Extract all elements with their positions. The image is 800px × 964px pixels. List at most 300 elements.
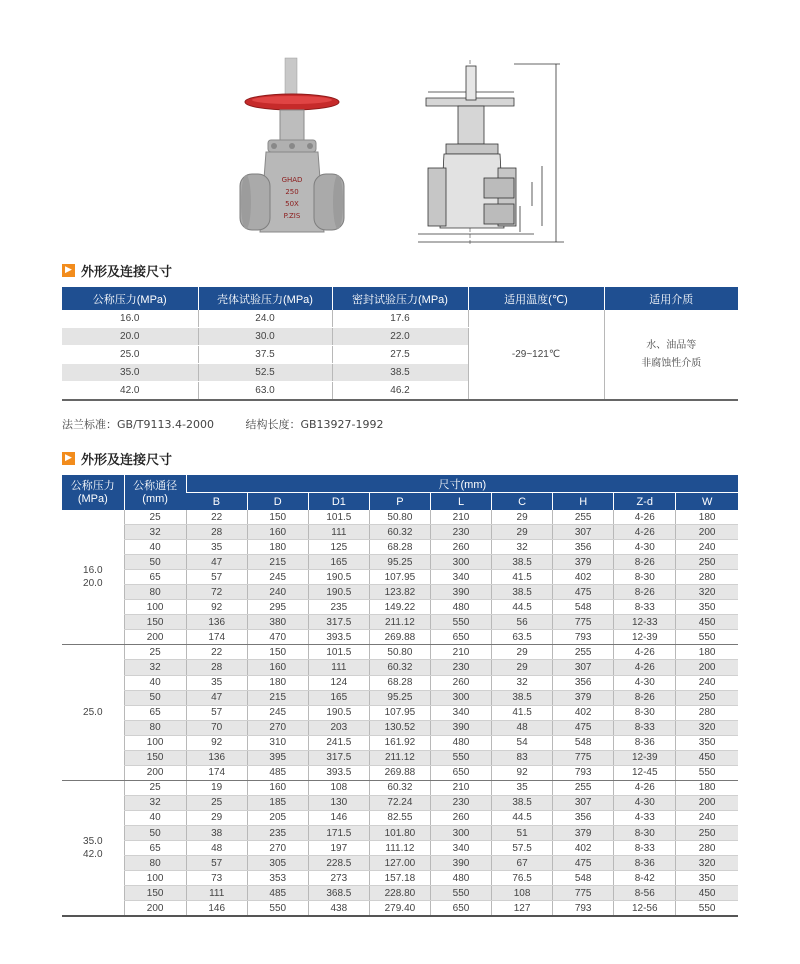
dimension-cell: 650 xyxy=(430,765,491,780)
dimension-cell: 350 xyxy=(676,735,738,750)
table-row xyxy=(62,765,738,780)
standards-line xyxy=(62,416,411,432)
dimension-cell: 127 xyxy=(492,901,553,917)
nominal-diameter-cell: 100 xyxy=(124,871,186,886)
header-nominal-pressure: 公称压力(MPa) xyxy=(62,287,198,310)
dimension-cell: 180 xyxy=(676,645,738,660)
dimension-cell: 171.5 xyxy=(308,825,369,840)
header-col-c: C xyxy=(492,493,553,511)
dimension-cell: 203 xyxy=(308,720,369,735)
dimension-cell: 63.5 xyxy=(492,630,553,645)
dimension-cell: 438 xyxy=(308,901,369,917)
table-row xyxy=(62,825,738,840)
header-nominal-diameter xyxy=(124,475,186,510)
dimension-cell: 255 xyxy=(553,510,614,525)
nominal-diameter-cell: 50 xyxy=(124,690,186,705)
dimension-cell: 190.5 xyxy=(308,585,369,600)
dimension-cell: 215 xyxy=(247,690,308,705)
header-pressure-line-1: 公称压力 xyxy=(70,479,115,492)
dimension-cell: 29 xyxy=(492,510,553,525)
dimension-cell: 35 xyxy=(492,780,553,795)
dimension-cell: 12-45 xyxy=(614,765,676,780)
dimension-cell: 402 xyxy=(553,705,614,720)
dimension-cell: 41.5 xyxy=(492,705,553,720)
dimension-cell: 395 xyxy=(247,750,308,765)
header-dn-line-1: 公称通径 xyxy=(133,479,178,492)
dimension-cell: 8-42 xyxy=(614,871,676,886)
nominal-diameter-cell: 80 xyxy=(124,585,186,600)
dimension-cell: 111 xyxy=(186,886,247,901)
dimension-cell: 70 xyxy=(186,720,247,735)
table-cell: 27.5 xyxy=(332,346,468,364)
dimension-cell: 108 xyxy=(492,886,553,901)
dimension-cell: 548 xyxy=(553,871,614,886)
dimension-cell: 146 xyxy=(186,901,247,917)
header-medium: 适用介质 xyxy=(604,287,738,310)
dimension-cell: 550 xyxy=(430,750,491,765)
dimension-cell: 4-30 xyxy=(614,675,676,690)
header-col-w: W xyxy=(676,493,738,511)
dimension-cell: 73 xyxy=(186,871,247,886)
dimension-cell: 174 xyxy=(186,765,247,780)
header-col-d1: D1 xyxy=(308,493,369,511)
dimension-cell: 295 xyxy=(247,600,308,615)
dimension-cell: 793 xyxy=(553,765,614,780)
dimension-cell: 300 xyxy=(430,825,491,840)
dimension-cell: 4-30 xyxy=(614,540,676,555)
dimension-cell: 353 xyxy=(247,871,308,886)
dimension-cell: 390 xyxy=(430,856,491,871)
dimension-cell: 550 xyxy=(430,615,491,630)
header-temperature: 适用温度(℃) xyxy=(468,287,604,310)
dimension-cell: 200 xyxy=(676,525,738,540)
header-col-p: P xyxy=(369,493,430,511)
dimension-cell: 240 xyxy=(247,585,308,600)
dimension-cell: 38.5 xyxy=(492,555,553,570)
dimension-cell: 56 xyxy=(492,615,553,630)
dimension-cell: 475 xyxy=(553,720,614,735)
nominal-diameter-cell: 65 xyxy=(124,570,186,585)
nominal-diameter-cell: 200 xyxy=(124,765,186,780)
dimension-cell: 4-26 xyxy=(614,660,676,675)
dimension-cell: 57.5 xyxy=(492,841,553,856)
dimension-cell: 356 xyxy=(553,540,614,555)
nominal-diameter-cell: 80 xyxy=(124,720,186,735)
dimension-cell: 150 xyxy=(247,510,308,525)
dimension-cell: 44.5 xyxy=(492,600,553,615)
dimension-cell: 317.5 xyxy=(308,750,369,765)
medium-cell xyxy=(604,310,738,400)
dimension-cell: 8-36 xyxy=(614,735,676,750)
table-cell: 17.6 xyxy=(332,310,468,328)
dimension-cell: 310 xyxy=(247,735,308,750)
dimension-cell: 47 xyxy=(186,690,247,705)
nominal-diameter-cell: 50 xyxy=(124,555,186,570)
table-cell: 46.2 xyxy=(332,382,468,401)
dimension-cell: 200 xyxy=(676,660,738,675)
dimension-cell: 300 xyxy=(430,690,491,705)
dimension-cell: 775 xyxy=(553,615,614,630)
nominal-diameter-cell: 40 xyxy=(124,675,186,690)
dimension-cell: 280 xyxy=(676,841,738,856)
dimension-cell: 35 xyxy=(186,540,247,555)
dimension-cell: 4-33 xyxy=(614,810,676,825)
dimension-cell: 307 xyxy=(553,660,614,675)
dimension-cell: 380 xyxy=(247,615,308,630)
table-cell: 24.0 xyxy=(198,310,332,328)
dimension-cell: 269.88 xyxy=(369,765,430,780)
table-row xyxy=(62,600,738,615)
dimension-cell: 300 xyxy=(430,555,491,570)
pressure-group-line-1: 16.0 xyxy=(83,565,103,577)
header-col-h: H xyxy=(553,493,614,511)
table-row xyxy=(62,310,738,328)
dimension-cell: 83 xyxy=(492,750,553,765)
dimension-cell: 548 xyxy=(553,735,614,750)
pressure-group-line-2: 20.0 xyxy=(83,578,103,590)
section-title-dimensions-1 xyxy=(62,261,172,279)
dimension-cell: 130 xyxy=(308,795,369,810)
dimension-cell: 250 xyxy=(676,825,738,840)
dimension-cell: 210 xyxy=(430,645,491,660)
dimension-cell: 60.32 xyxy=(369,525,430,540)
dimension-cell: 480 xyxy=(430,600,491,615)
dimensions-table-body xyxy=(62,510,738,916)
dimension-cell: 240 xyxy=(676,810,738,825)
nominal-diameter-cell: 65 xyxy=(124,705,186,720)
table-row xyxy=(62,795,738,810)
dimension-cell: 550 xyxy=(676,630,738,645)
valve-marking-2: 250 xyxy=(285,188,299,196)
dimension-cell: 8-33 xyxy=(614,841,676,856)
dimension-cell: 240 xyxy=(676,675,738,690)
dimension-cell: 8-56 xyxy=(614,886,676,901)
dimension-cell: 60.32 xyxy=(369,660,430,675)
dimension-cell: 210 xyxy=(430,780,491,795)
table-cell: 37.5 xyxy=(198,346,332,364)
dimension-cell: 4-26 xyxy=(614,780,676,795)
dimension-cell: 228.80 xyxy=(369,886,430,901)
dimension-cell: 92 xyxy=(186,735,247,750)
dimension-cell: 8-36 xyxy=(614,856,676,871)
dimension-cell: 29 xyxy=(492,645,553,660)
table-row xyxy=(62,841,738,856)
table-row xyxy=(62,886,738,901)
dimension-cell: 190.5 xyxy=(308,705,369,720)
dimension-cell: 8-30 xyxy=(614,705,676,720)
dimension-cell: 255 xyxy=(553,645,614,660)
dimension-cell: 320 xyxy=(676,585,738,600)
nominal-diameter-cell: 100 xyxy=(124,735,186,750)
dimension-cell: 350 xyxy=(676,600,738,615)
dimension-cell: 340 xyxy=(430,841,491,856)
dimension-cell: 402 xyxy=(553,570,614,585)
dimension-cell: 160 xyxy=(247,660,308,675)
dimension-cell: 29 xyxy=(492,525,553,540)
valve-marking-4: P.ZIS xyxy=(283,212,301,220)
dimension-cell: 550 xyxy=(247,901,308,917)
table-cell: 42.0 xyxy=(62,382,198,401)
dimension-cell: 127.00 xyxy=(369,856,430,871)
medium-line-2: 非腐蚀性介质 xyxy=(641,357,702,369)
table-row xyxy=(62,720,738,735)
valve-photo xyxy=(232,56,360,252)
dimension-cell: 8-26 xyxy=(614,555,676,570)
nominal-diameter-cell: 150 xyxy=(124,615,186,630)
dimension-cell: 235 xyxy=(308,600,369,615)
dimension-cell: 92 xyxy=(492,765,553,780)
dimension-cell: 450 xyxy=(676,615,738,630)
orange-arrow-icon: ▶ xyxy=(62,264,75,277)
dimension-cell: 215 xyxy=(247,555,308,570)
dimension-cell: 250 xyxy=(676,555,738,570)
dimension-cell: 48 xyxy=(186,841,247,856)
valve-technical-drawing xyxy=(414,56,574,252)
dimension-cell: 211.12 xyxy=(369,615,430,630)
dimension-cell: 60.32 xyxy=(369,780,430,795)
dimension-cell: 157.18 xyxy=(369,871,430,886)
dimension-cell: 38.5 xyxy=(492,585,553,600)
dimension-cell: 775 xyxy=(553,750,614,765)
dimension-cell: 12-39 xyxy=(614,630,676,645)
dimension-cell: 190.5 xyxy=(308,570,369,585)
table-cell: 22.0 xyxy=(332,328,468,346)
dimension-cell: 379 xyxy=(553,555,614,570)
table-row xyxy=(62,735,738,750)
dimension-cell: 28 xyxy=(186,660,247,675)
header-col-b: B xyxy=(186,493,247,511)
header-col-z-d: Z-d xyxy=(614,493,676,511)
dimension-cell: 111 xyxy=(308,660,369,675)
table-cell: 35.0 xyxy=(62,364,198,382)
dimension-cell: 340 xyxy=(430,570,491,585)
dimension-cell: 146 xyxy=(308,810,369,825)
nominal-diameter-cell: 25 xyxy=(124,780,186,795)
dimension-cell: 160 xyxy=(247,525,308,540)
dimension-cell: 475 xyxy=(553,585,614,600)
dimension-cell: 245 xyxy=(247,570,308,585)
header-col-d: D xyxy=(247,493,308,511)
dimension-cell: 101.5 xyxy=(308,510,369,525)
dimension-cell: 305 xyxy=(247,856,308,871)
table-row xyxy=(62,615,738,630)
dimension-cell: 124 xyxy=(308,675,369,690)
dimension-cell: 279.40 xyxy=(369,901,430,917)
dimension-cell: 8-26 xyxy=(614,585,676,600)
dimension-cell: 111 xyxy=(308,525,369,540)
dimension-cell: 111.12 xyxy=(369,841,430,856)
dimension-cell: 470 xyxy=(247,630,308,645)
dimension-cell: 320 xyxy=(676,856,738,871)
dimension-cell: 107.95 xyxy=(369,705,430,720)
dimension-cell: 480 xyxy=(430,735,491,750)
dimension-cell: 230 xyxy=(430,795,491,810)
dimension-cell: 149.22 xyxy=(369,600,430,615)
dimension-cell: 57 xyxy=(186,705,247,720)
header-seal-test-pressure: 密封试验压力(MPa) xyxy=(332,287,468,310)
nominal-diameter-cell: 200 xyxy=(124,901,186,917)
dimension-cell: 51 xyxy=(492,825,553,840)
table-cell: 20.0 xyxy=(62,328,198,346)
nominal-diameter-cell: 50 xyxy=(124,825,186,840)
dimension-cell: 44.5 xyxy=(492,810,553,825)
table-row xyxy=(62,540,738,555)
dimension-cell: 130.52 xyxy=(369,720,430,735)
dimension-cell: 92 xyxy=(186,600,247,615)
dimension-cell: 273 xyxy=(308,871,369,886)
section-title-text: 外形及连接尺寸 xyxy=(81,264,173,280)
dimension-cell: 230 xyxy=(430,525,491,540)
nominal-diameter-cell: 32 xyxy=(124,795,186,810)
dimension-cell: 550 xyxy=(430,886,491,901)
dimension-cell: 211.12 xyxy=(369,750,430,765)
dimension-cell: 12-39 xyxy=(614,750,676,765)
dimension-cell: 8-30 xyxy=(614,825,676,840)
dimension-cell: 57 xyxy=(186,570,247,585)
dimension-cell: 160 xyxy=(247,780,308,795)
dimension-cell: 350 xyxy=(676,871,738,886)
nominal-diameter-cell: 65 xyxy=(124,841,186,856)
dimension-cell: 67 xyxy=(492,856,553,871)
structure-length-standard: 结构长度：GB13927-1992 xyxy=(245,418,384,431)
dimension-cell: 150 xyxy=(247,645,308,660)
dimension-cell: 180 xyxy=(676,510,738,525)
dimension-cell: 269.88 xyxy=(369,630,430,645)
dimension-cell: 240 xyxy=(676,540,738,555)
table-row xyxy=(62,630,738,645)
dimension-cell: 793 xyxy=(553,901,614,917)
dimension-cell: 4-26 xyxy=(614,510,676,525)
temperature-cell: -29~121℃ xyxy=(468,310,604,400)
dimension-cell: 54 xyxy=(492,735,553,750)
table-row xyxy=(62,660,738,675)
table-row xyxy=(62,525,738,540)
dimension-cell: 161.92 xyxy=(369,735,430,750)
dimension-cell: 8-33 xyxy=(614,720,676,735)
dimension-cell: 28 xyxy=(186,525,247,540)
dimension-cell: 548 xyxy=(553,600,614,615)
dimension-cell: 50.80 xyxy=(369,645,430,660)
dimension-cell: 356 xyxy=(553,810,614,825)
dimension-cell: 29 xyxy=(186,810,247,825)
table-header-row xyxy=(62,287,738,310)
table-row xyxy=(62,810,738,825)
dimension-cell: 650 xyxy=(430,901,491,917)
dimension-cell: 280 xyxy=(676,570,738,585)
dimension-cell: 76.5 xyxy=(492,871,553,886)
dimension-cell: 235 xyxy=(247,825,308,840)
dimension-cell: 260 xyxy=(430,540,491,555)
dimension-cell: 8-26 xyxy=(614,690,676,705)
dimension-cell: 123.82 xyxy=(369,585,430,600)
table-row xyxy=(62,645,738,660)
dimension-cell: 57 xyxy=(186,856,247,871)
flange-standard: 法兰标准：GB/T9113.4-2000 xyxy=(62,418,214,431)
dimension-cell: 475 xyxy=(553,856,614,871)
dimension-cell: 35 xyxy=(186,675,247,690)
dimension-cell: 47 xyxy=(186,555,247,570)
dimension-cell: 368.5 xyxy=(308,886,369,901)
table-row xyxy=(62,871,738,886)
pressure-group-line-2: 42.0 xyxy=(83,849,103,861)
nominal-diameter-cell: 32 xyxy=(124,525,186,540)
dimension-cell: 41.5 xyxy=(492,570,553,585)
table-row xyxy=(62,510,738,525)
dimension-cell: 32 xyxy=(492,675,553,690)
dimension-cell: 72 xyxy=(186,585,247,600)
dimension-cell: 72.24 xyxy=(369,795,430,810)
table-row xyxy=(62,856,738,871)
dimension-cell: 12-33 xyxy=(614,615,676,630)
dimension-cell: 320 xyxy=(676,720,738,735)
dimension-cell: 38.5 xyxy=(492,795,553,810)
dimension-cell: 12-56 xyxy=(614,901,676,917)
dimension-cell: 307 xyxy=(553,795,614,810)
header-pressure-line-2: (MPa) xyxy=(77,492,108,505)
nominal-diameter-cell: 40 xyxy=(124,810,186,825)
dimension-cell: 68.28 xyxy=(369,675,430,690)
dimension-cell: 245 xyxy=(247,705,308,720)
table-row xyxy=(62,555,738,570)
dimension-cell: 50.80 xyxy=(369,510,430,525)
nominal-diameter-cell: 200 xyxy=(124,630,186,645)
dimension-cell: 270 xyxy=(247,841,308,856)
header-dimensions: 尺寸(mm) xyxy=(186,475,738,493)
dimension-cell: 68.28 xyxy=(369,540,430,555)
dimension-cell: 793 xyxy=(553,630,614,645)
dimension-cell: 280 xyxy=(676,705,738,720)
dimension-cell: 22 xyxy=(186,510,247,525)
valve-marking-1: GHAD xyxy=(281,176,303,184)
dimension-cell: 22 xyxy=(186,645,247,660)
dimension-cell: 95.25 xyxy=(369,690,430,705)
dimension-cell: 485 xyxy=(247,886,308,901)
table-cell: 16.0 xyxy=(62,310,198,328)
dimension-cell: 450 xyxy=(676,886,738,901)
dimension-cell: 125 xyxy=(308,540,369,555)
dimension-cell: 260 xyxy=(430,810,491,825)
dimension-cell: 38.5 xyxy=(492,690,553,705)
pressure-group-line-1: 25.0 xyxy=(83,707,103,719)
dimension-cell: 4-26 xyxy=(614,645,676,660)
dimension-cell: 29 xyxy=(492,660,553,675)
dimension-cell: 108 xyxy=(308,780,369,795)
header-shell-test-pressure: 壳体试验压力(MPa) xyxy=(198,287,332,310)
dimension-cell: 101.5 xyxy=(308,645,369,660)
dimension-cell: 185 xyxy=(247,795,308,810)
dimension-cell: 390 xyxy=(430,585,491,600)
dimension-cell: 4-26 xyxy=(614,525,676,540)
table-cell: 25.0 xyxy=(62,346,198,364)
table-cell: 52.5 xyxy=(198,364,332,382)
table-row xyxy=(62,901,738,917)
section-title-text: 外形及连接尺寸 xyxy=(81,452,173,468)
dimension-cell: 317.5 xyxy=(308,615,369,630)
dimension-cell: 210 xyxy=(430,510,491,525)
dimension-cell: 241.5 xyxy=(308,735,369,750)
dimension-cell: 393.5 xyxy=(308,630,369,645)
table-row xyxy=(62,750,738,765)
dimensions-table xyxy=(62,475,738,917)
dimension-cell: 393.5 xyxy=(308,765,369,780)
dimension-cell: 402 xyxy=(553,841,614,856)
dimension-cell: 101.80 xyxy=(369,825,430,840)
nominal-diameter-cell: 80 xyxy=(124,856,186,871)
table-cell: 63.0 xyxy=(198,382,332,401)
dimension-cell: 480 xyxy=(430,871,491,886)
dimension-cell: 82.55 xyxy=(369,810,430,825)
dimension-cell: 390 xyxy=(430,720,491,735)
